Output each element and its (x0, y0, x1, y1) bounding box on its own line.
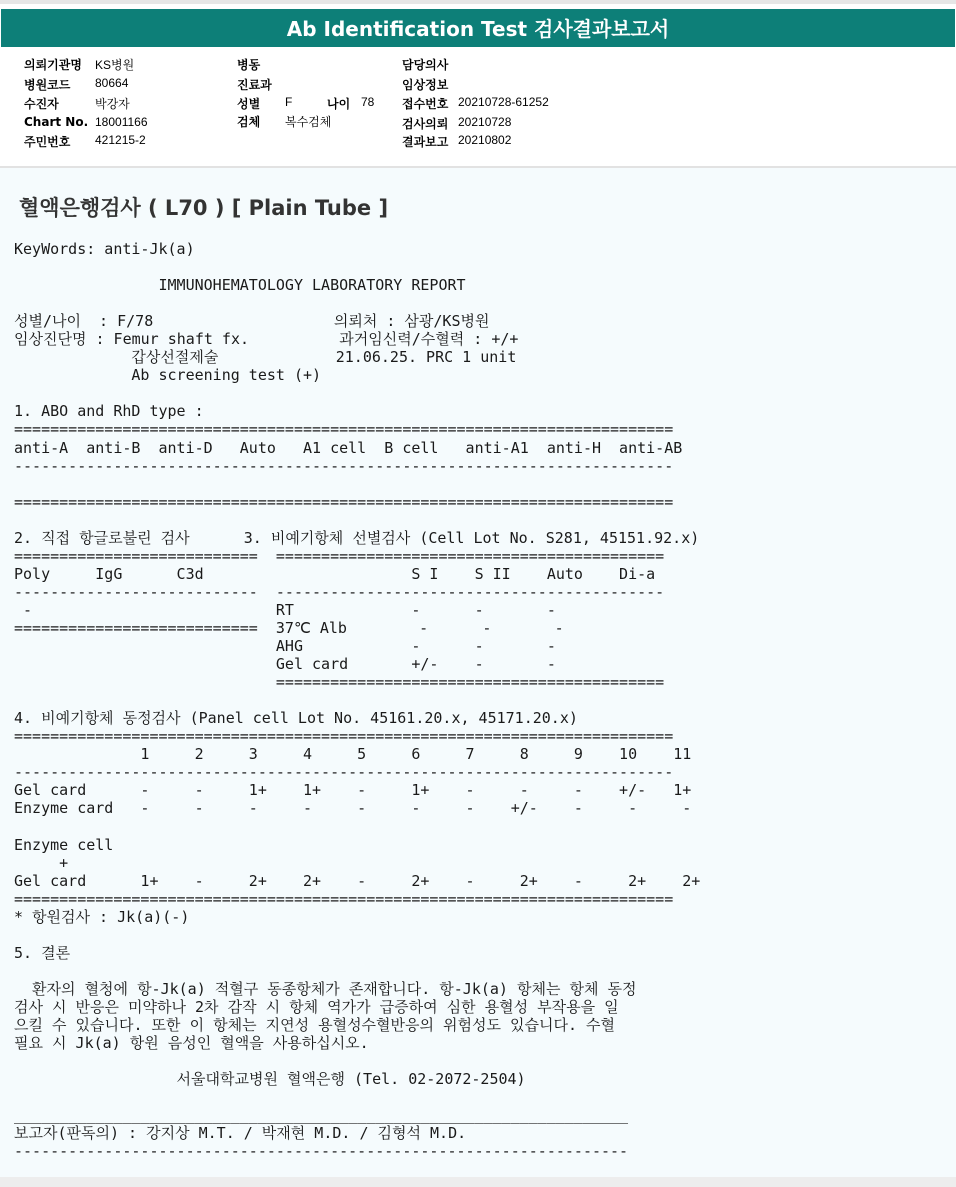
report-title-banner (1, 9, 955, 47)
hospital-code-label: 병원코드 (24, 78, 71, 92)
test-heading: 혈액은행검사 ( L70 ) [ Plain Tube ] (19, 196, 389, 220)
age-value: 78 (361, 95, 375, 109)
institution-label: 의뢰기관명 (24, 58, 82, 72)
report-date-label: 결과보고 (402, 135, 449, 149)
request-date-value: 20210728 (458, 115, 512, 129)
recipient-value: 박강자 (95, 97, 130, 111)
report-body: KeyWords: anti-Jk(a) IMMUNOHEMATOLOGY LABORATORY REPORT 성별/나이 : F/78 의뢰처 : 삼광/KS병원 임상진단명 : Femur shaft fx. 과거임신력/수혈력 : +/+ 갑상선절제술 21.06.25. PRC 1 unit Ab screening test (+) 1. ABO and RhD type : ========================================================================= anti-A anti-B anti-D Auto A1 cell B cell anti-A1 anti-H anti-AB ------------------------------------------------------------------------- ========================================================================= 2. 직접 항글로불린 검사 3. 비예기항체 선별검사 (Cell Lot No. S281, 45151.92.x) =========================== =========================================== Poly IgG C3d S I S II Auto Di-a --------------------------- ------------------------------------------- - RT - - - =========================== 37℃ Alb - - - AHG - - - Gel card +/- - - =========================================== 4. 비예기항체 동정검사 (Panel cell Lot No. 45161.20.x, 45171.20.x) ========================================================================= 1 2 3 4 5 6 7 8 9 10 11 ------------------------------------------------------------------------- Gel card - - 1+ 1+ - 1+ - - - +/- 1+ Enzyme card - - - - - - - +/- - - - Enzyme cell + Gel card 1+ - 2+ 2+ - 2+ - 2+ - 2+ 2+ ========================================================================= * 항원검사 : Jk(a)(-) 5. 결론 환자의 혈청에 항-Jk(a) 적혈구 동종항체가 존재합니다. 항-Jk(a) 항체는 항체 동정 검사 시 반응은 미약하나 2차 감작 시 항체 역가가 급증하여 심한 용혈성 부작용을 일 으킬 수 있습니다. 또한 이 항체는 지연성 용혈성수혈반응의 위험성도 있습니다. 수혈 필요 시 Jk(a) 항원 음성인 혈액을 사용하십시오. 서울대학교병원 혈액은행 (Tel. 02-2072-2504) ____________________________________________________________________ 보고자(판독의) : 강지상 M.T. / 박재현 M.D. / 김형석 M.D. -------------------------------------------------------------------- (14, 240, 701, 1161)
sex-value: F (285, 95, 293, 109)
department-label: 진료과 (237, 78, 272, 92)
chart-no-label: Chart No. (24, 115, 89, 129)
age-label: 나이 (327, 97, 351, 111)
reception-no-value: 20210728-61252 (458, 95, 549, 109)
reception-no-label: 접수번호 (402, 97, 449, 111)
ward-label: 병동 (237, 58, 261, 72)
report-title: Ab Identification Test 검사결과보고서 (286, 17, 670, 41)
patient-info-panel (0, 48, 956, 166)
top-border (0, 0, 956, 4)
bottom-border (0, 1177, 956, 1187)
clinical-info-label: 임상정보 (402, 78, 449, 92)
resident-no-value: 421215-2 (95, 133, 146, 147)
report-date-value: 20210802 (458, 133, 512, 147)
resident-no-label: 주민번호 (24, 135, 71, 149)
recipient-label: 수진자 (24, 97, 59, 111)
report-area (0, 168, 956, 1177)
chart-no-value: 18001166 (95, 115, 148, 129)
specimen-value: 복수검체 (285, 115, 332, 129)
sex-label: 성별 (237, 97, 261, 111)
specimen-label: 검체 (237, 115, 261, 129)
request-date-label: 검사의뢰 (402, 117, 449, 131)
hospital-code-value: 80664 (95, 76, 129, 90)
physician-label: 담당의사 (402, 58, 449, 72)
institution-value: KS병원 (95, 58, 135, 72)
